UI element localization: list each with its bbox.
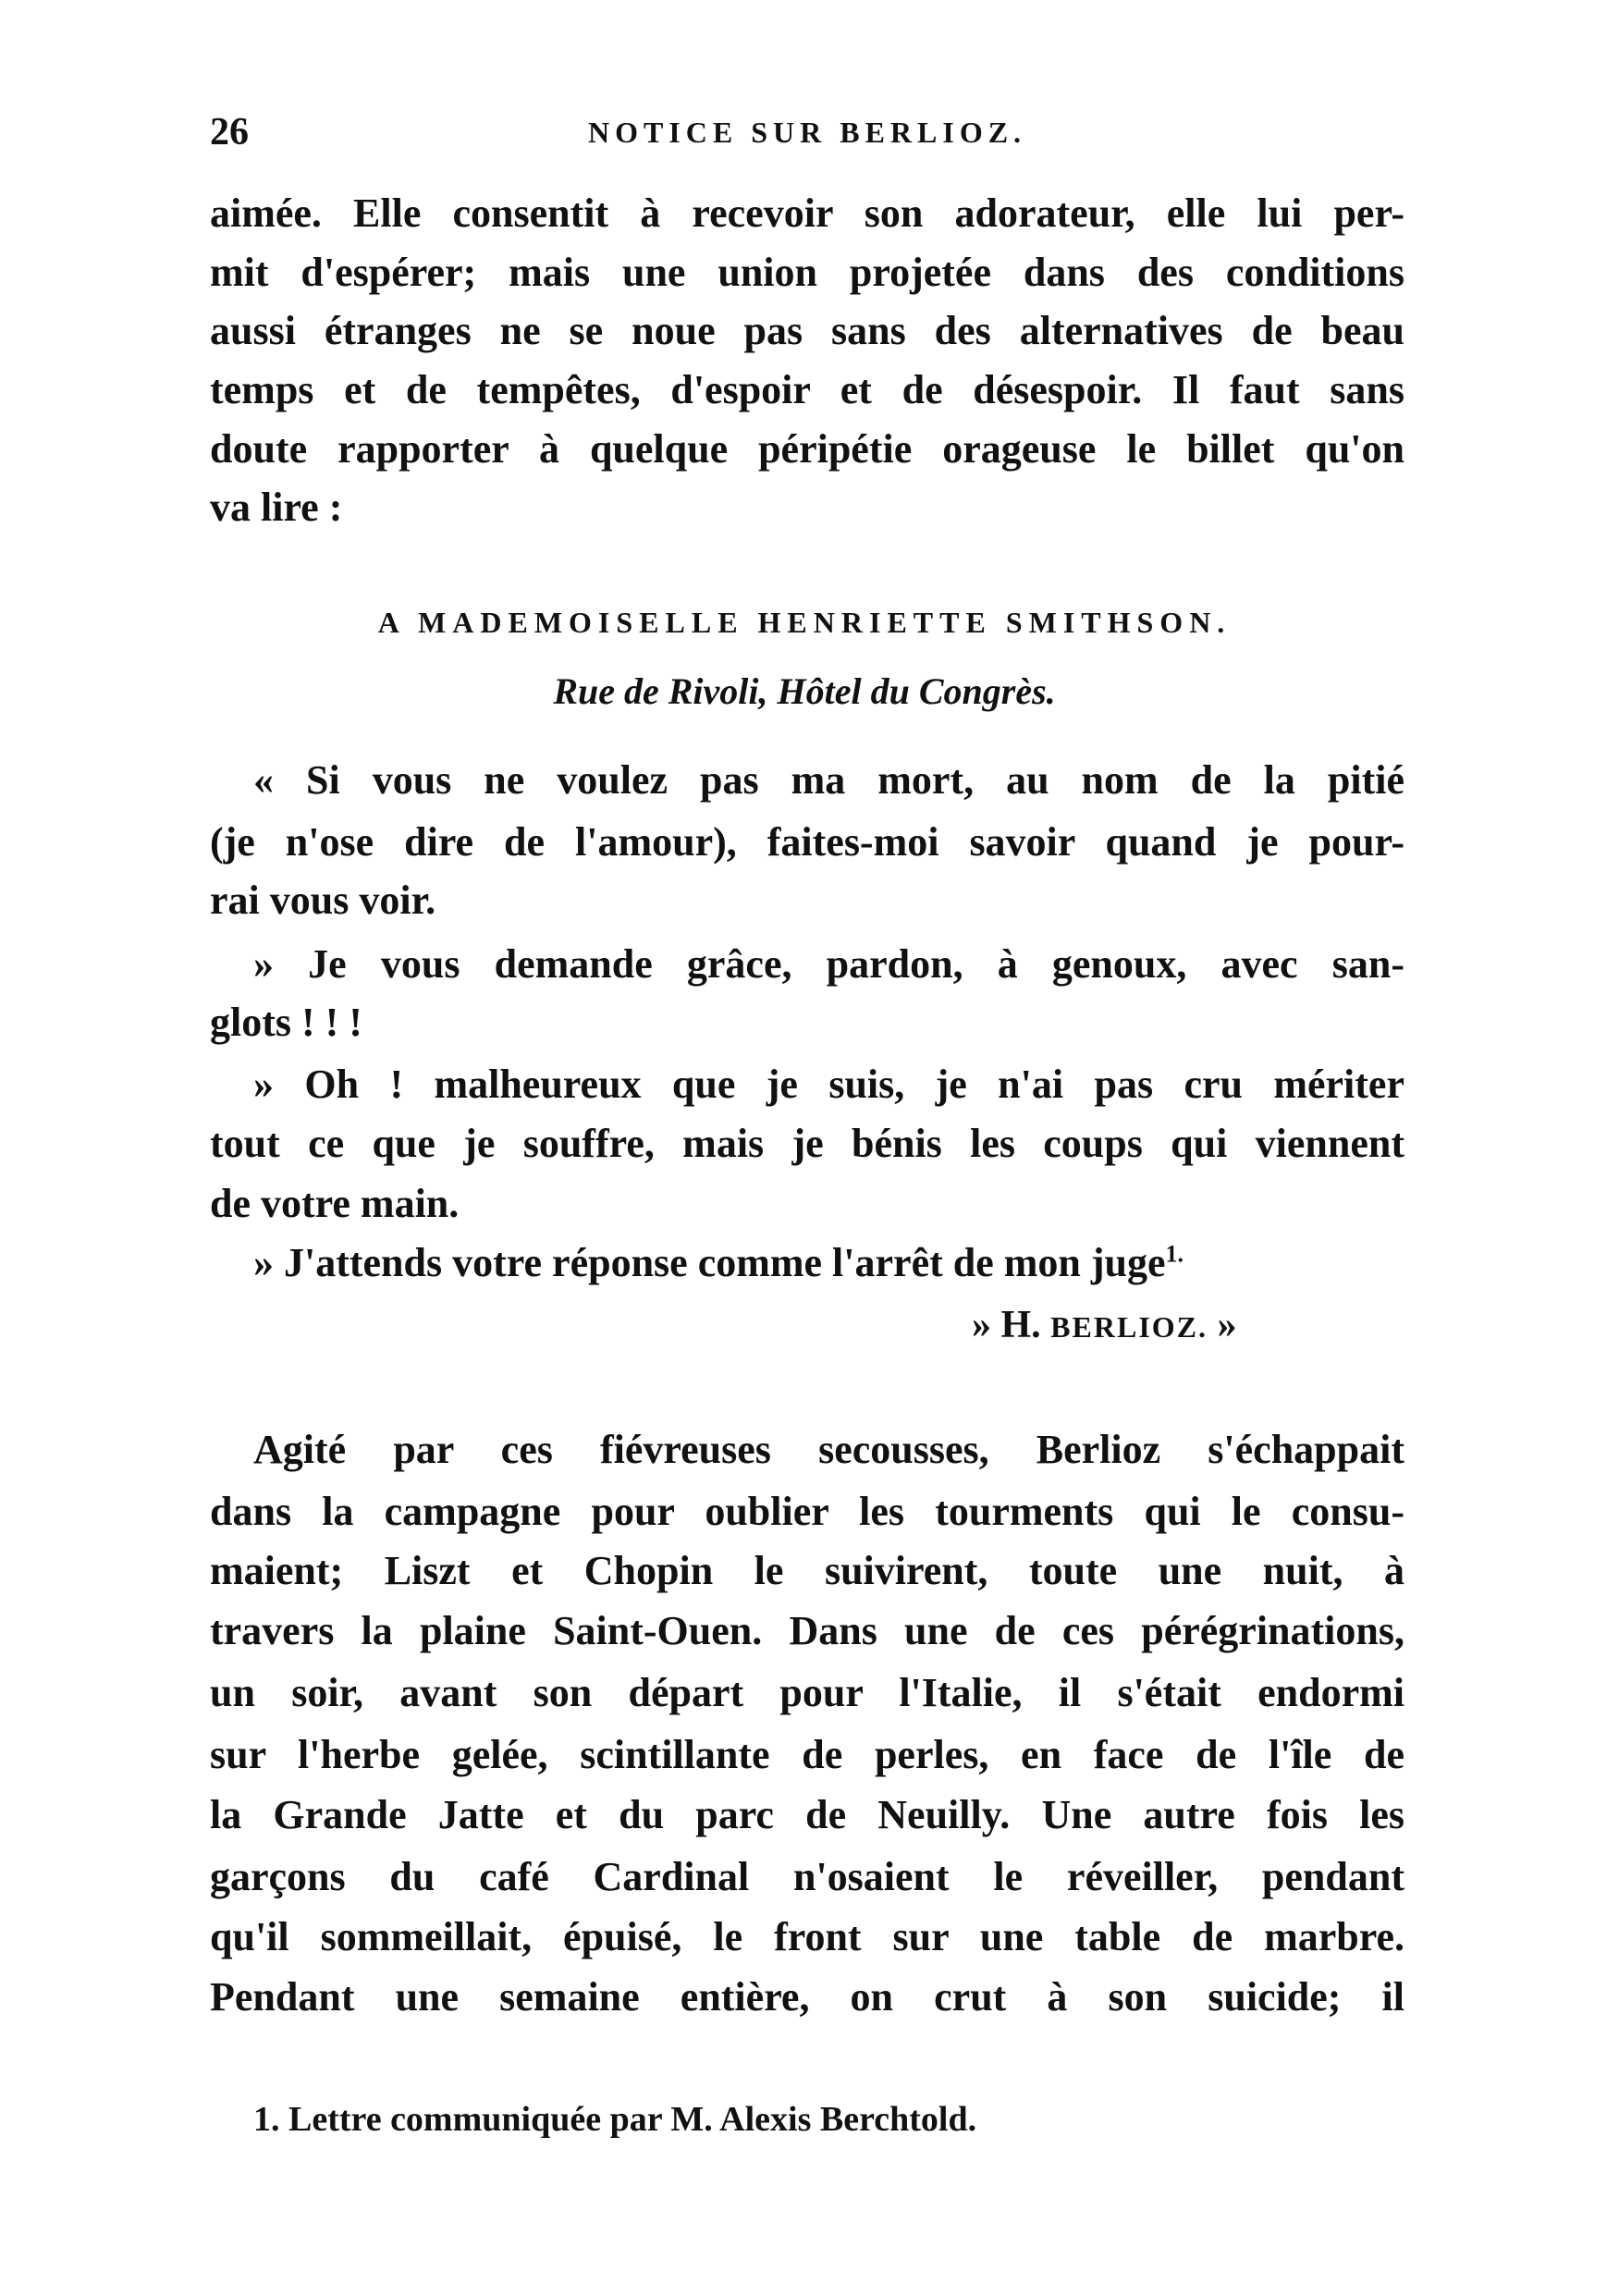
letter-addressee: A MADEMOISELLE HENRIETTE SMITHSON. [377, 606, 1232, 639]
text-line: glots ! ! ! [210, 1000, 362, 1045]
page-number: 26 [210, 111, 249, 153]
text-line: mit d'espérer; mais une union projetée dans des conditions [210, 250, 1404, 295]
text-line: rai vous voir. [210, 878, 436, 923]
text-line: dans la campagne pour oublier les tourments qui le consu- [210, 1489, 1404, 1534]
text-line: travers la plaine Saint-Ouen. Dans une de ces pérégrinations, [210, 1608, 1404, 1653]
text-line: tout ce que je souffre, mais je bénis les coups qui viennent [210, 1121, 1404, 1166]
signature-close: » [1208, 1304, 1237, 1346]
running-title: NOTICE SUR BERLIOZ. [587, 116, 1027, 149]
text-line: va lire : [210, 485, 343, 530]
text-span: » J'attends votre réponse comme l'arrêt de mon juge [253, 1240, 1166, 1285]
text-line [253, 1235, 1404, 1291]
text-line: temps et de tempêtes, d'espoir et de désespoir. Il faut sans [210, 367, 1404, 412]
text-line: la Grande Jatte et du parc de Neuilly. Une autre fois les [210, 1792, 1404, 1837]
footnote-reference: 1. [1165, 1240, 1184, 1268]
text-line: doute rapporter à quelque péripétie orageuse le billet qu'on [210, 426, 1404, 472]
signature-name: BERLIOZ. [1050, 1310, 1208, 1344]
text-line: maient; Liszt et Chopin le suivirent, toute une nuit, à [210, 1548, 1404, 1593]
text-line: aussi étranges ne se noue pas sans des alternatives de beau [210, 308, 1404, 353]
text-line: » Oh ! malheureux que je suis, je n'ai pas cru mériter [253, 1062, 1404, 1107]
text-line: de votre main. [210, 1181, 460, 1226]
signature [972, 1297, 1237, 1355]
text-line: qu'il sommeillait, épuisé, le front sur une table de marbre. [210, 1914, 1404, 1959]
text-line: Pendant une semaine entière, on crut à son suicide; il [210, 1974, 1404, 2020]
text-line: (je n'ose dire de l'amour), faites-moi savoir quand je pour- [210, 819, 1404, 865]
signature-open: » H. [972, 1304, 1051, 1346]
text-line: « Si vous ne voulez pas ma mort, au nom de la pitié [253, 757, 1404, 803]
text-line: garçons du café Cardinal n'osaient le réveiller, pendant [210, 1854, 1404, 1899]
text-line: aimée. Elle consentit à recevoir son adorateur, elle lui per- [210, 190, 1404, 236]
text-line: » Je vous demande grâce, pardon, à genoux, avec san- [253, 941, 1404, 987]
text-line: un soir, avant son départ pour l'Italie, il s'était endormi [210, 1670, 1404, 1715]
footnote: 1. Lettre communiquée par M. Alexis Berchtold. [253, 2100, 977, 2139]
text-line: sur l'herbe gelée, scintillante de perles, en face de l'île de [210, 1732, 1404, 1777]
letter-address: Rue de Rivoli, Hôtel du Congrès. [553, 670, 1056, 712]
text-line: Agité par ces fiévreuses secousses, Berlioz s'échappait [253, 1427, 1404, 1472]
